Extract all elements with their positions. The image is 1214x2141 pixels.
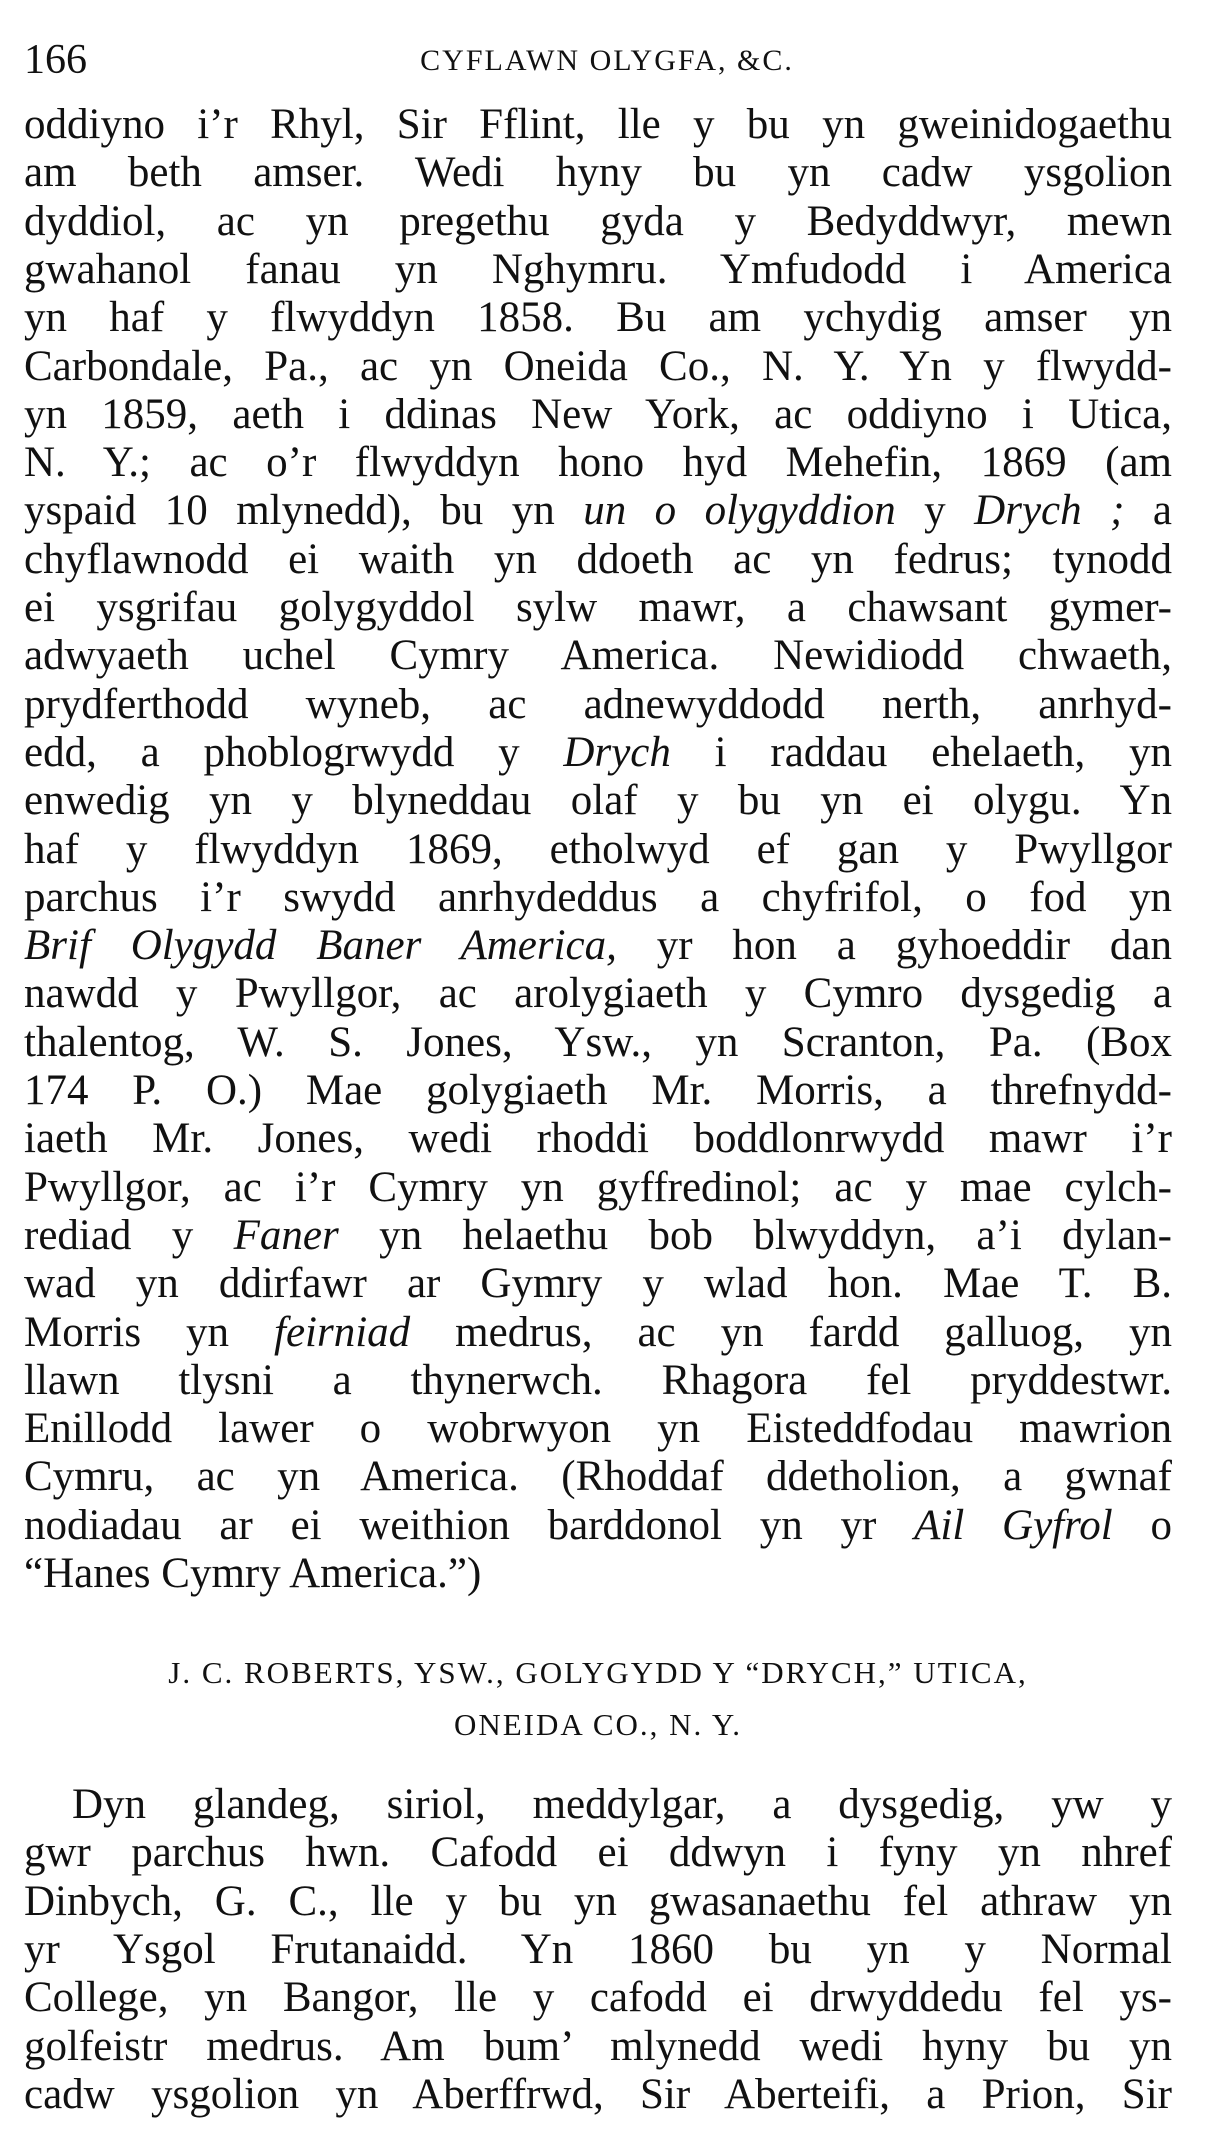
italic-text: Ail Gyfrol: [914, 1501, 1113, 1549]
text-line: 174 P. O.) Mae golygiaeth Mr. Morris, a threfnydd-: [24, 1067, 1172, 1114]
italic-text: un o olygyddion: [583, 487, 896, 535]
text-line: nawdd y Pwyllgor, ac arolygiaeth y Cymro dysgedig a: [24, 970, 1172, 1018]
text-line: gwahanol fanau yn Nghymru. Ymfudodd i America: [24, 245, 1172, 293]
section-heading-line-2: ONEIDA CO., N. Y.: [453, 1707, 743, 1742]
page-header: [24, 36, 1190, 96]
running-title: CYFLAWN OLYGFA, &C.: [420, 44, 794, 77]
page-number: 166: [24, 37, 87, 83]
text-segment: medrus, ac yn fardd galluog, yn: [410, 1308, 1172, 1356]
text-line: Enillodd lawer o wobrwyon yn Eisteddfodau mawrion: [24, 1405, 1172, 1453]
italic-text: Faner: [233, 1211, 339, 1259]
text-segment: edd, a phoblogrwydd y: [24, 728, 564, 776]
italic-text: Brif Olygydd Baner America,: [24, 922, 617, 970]
text-line: parchus i’r swydd anrhydeddus a chyfrifol, o fod yn: [24, 873, 1172, 921]
text-line: Dinbych, G. C., lle y bu yn gwasanaethu fel athraw yn: [24, 1877, 1172, 1925]
text-line: [24, 1213, 1172, 1259]
text-segment: yr hon a gyhoeddir dan: [616, 922, 1173, 970]
text-segment: i raddau ehelaeth, yn: [670, 728, 1172, 776]
text-line: haf y flwyddyn 1869, etholwyd ef gan y Pwyllgor: [24, 825, 1172, 873]
text-line: Dyn glandeg, siriol, meddylgar, a dysgedig, yw y: [72, 1781, 1172, 1828]
text-line: N. Y.; ac o’r flwyddyn hono hyd Mehefin, 1869 (am: [24, 439, 1172, 487]
text-segment: nodiadau ar ei weithion barddonol yn yr: [24, 1501, 915, 1549]
text-segment: yspaid 10 mlynedd), bu yn: [24, 487, 584, 535]
text-line: [24, 730, 1172, 776]
text-segment: rediad y: [24, 1211, 234, 1259]
text-line: Cymru, ac yn America. (Rhoddaf ddetholion, a gwnaf: [24, 1453, 1172, 1501]
text-line: [24, 488, 1172, 534]
text-line: chyflawnodd ei waith yn ddoeth ac yn fedrus; tynodd: [24, 535, 1172, 583]
text-line: am beth amser. Wedi hyny bu yn cadw ysgolion: [24, 149, 1172, 197]
text-line: llawn tlysni a thynerwch. Rhagora fel pryddestwr.: [24, 1356, 1172, 1404]
text-line: College, yn Bangor, lle y cafodd ei drwyddedu fel ys-: [24, 1974, 1172, 2022]
text-line: [24, 1503, 1172, 1549]
text-segment: a: [1124, 487, 1172, 535]
text-line: adwyaeth uchel Cymry America. Newidiodd chwaeth,: [24, 632, 1172, 680]
text-line: “Hanes Cymry America.”): [24, 1550, 482, 1597]
text-line: yn haf y flwyddyn 1858. Bu am ychydig amser yn: [24, 294, 1172, 342]
text-line: yr Ysgol Frutanaidd. Yn 1860 bu yn y Normal: [24, 1925, 1172, 1973]
text-segment: o: [1112, 1501, 1172, 1549]
text-line: wad yn ddirfawr ar Gymry y wlad hon. Mae T. B.: [24, 1260, 1172, 1308]
text-line: cadw ysgolion yn Aberffrwd, Sir Aberteifi, a Prion, Sir: [24, 2070, 1172, 2118]
text-line: ei ysgrifau golygyddol sylw mawr, a chawsant gymer-: [24, 584, 1172, 631]
text-line: yn 1859, aeth i ddinas New York, ac oddiyno i Utica,: [24, 390, 1172, 438]
text-line: [24, 923, 1172, 969]
section-heading-line-1: J. C. ROBERTS, YSW., GOLYGYDD Y “DRYCH,” UTICA,: [168, 1655, 1028, 1690]
text-line: oddiyno i’r Rhyl, Sir Fflint, lle y bu yn gweinidogaethu: [24, 101, 1172, 148]
text-line: thalentog, W. S. Jones, Ysw., yn Scranton, Pa. (Box: [24, 1018, 1172, 1066]
text-segment: y: [895, 487, 975, 535]
text-segment: Morris yn: [24, 1308, 275, 1356]
italic-text: feirniad: [274, 1308, 411, 1356]
text-line: [24, 1310, 1172, 1356]
text-line: enwedig yn y blyneddau olaf y bu yn ei olygu. Yn: [24, 777, 1172, 825]
italic-text: Drych ;: [974, 487, 1125, 535]
text-line: iaeth Mr. Jones, wedi rhoddi boddlonrwydd mawr i’r: [24, 1115, 1172, 1163]
text-line: Carbondale, Pa., ac yn Oneida Co., N. Y. Yn y flwydd-: [24, 342, 1172, 390]
text-line: golfeistr medrus. Am bum’ mlynedd wedi hyny bu yn: [24, 2022, 1172, 2070]
text-line: dyddiol, ac yn pregethu gyda y Bedyddwyr, mewn: [24, 197, 1172, 245]
text-segment: yn helaethu bob blwyddyn, a’i dylan-: [338, 1211, 1172, 1259]
italic-text: Drych: [563, 728, 671, 776]
text-line: Pwyllgor, ac i’r Cymry yn gyffredinol; ac y mae cylch-: [24, 1163, 1172, 1211]
text-line: prydferthodd wyneb, ac adnewyddodd nerth, anrhyd-: [24, 680, 1172, 728]
text-line: gwr parchus hwn. Cafodd ei ddwyn i fyny yn nhref: [24, 1829, 1172, 1877]
